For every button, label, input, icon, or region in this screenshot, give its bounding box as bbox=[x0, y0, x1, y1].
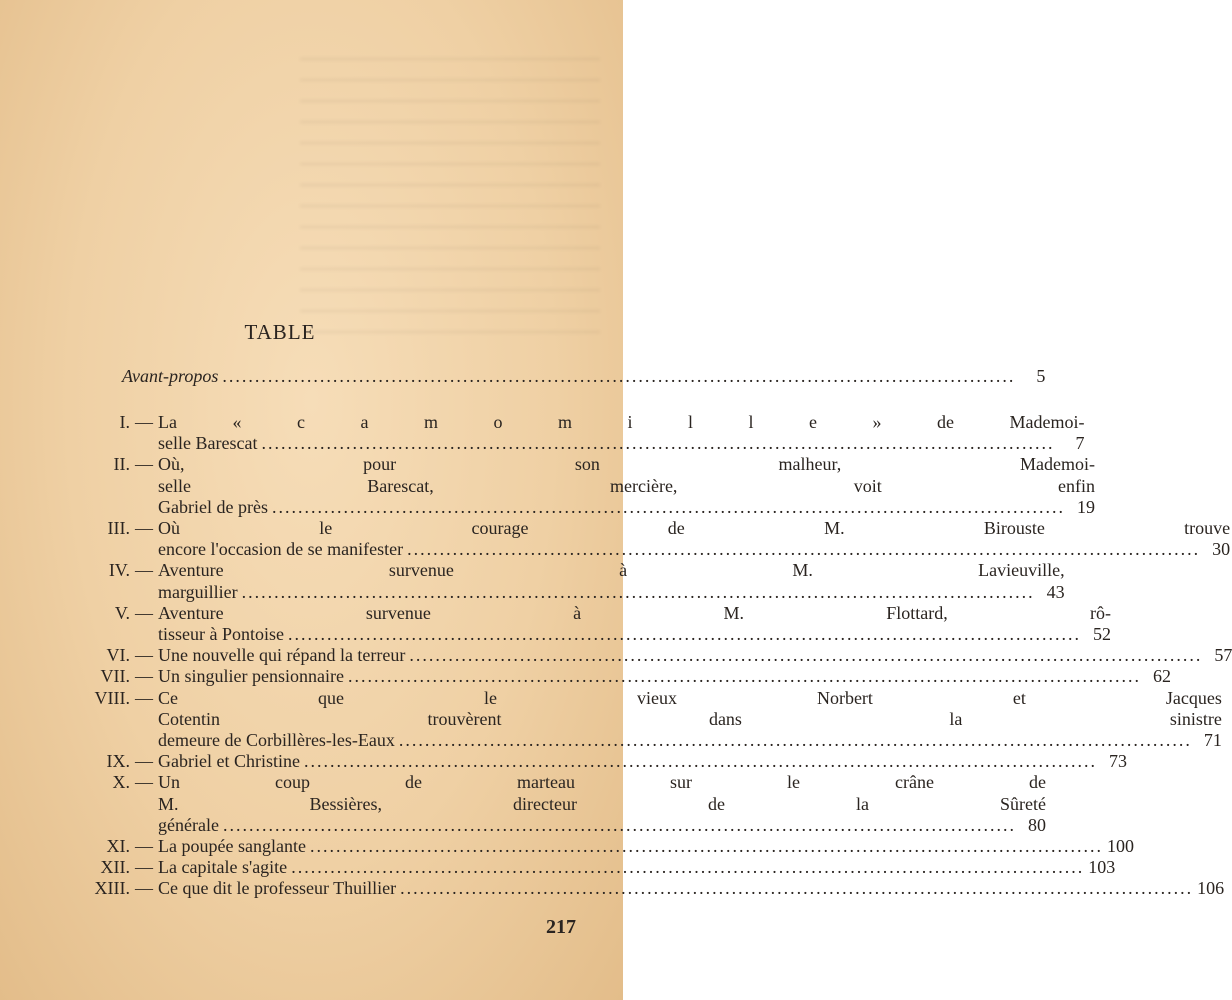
chapter-page: 19 bbox=[1076, 496, 1095, 517]
chapter-dash: — bbox=[135, 666, 153, 687]
toc-entry bbox=[60, 645, 1232, 666]
chapter-title-text: Aventure survenue à M. Flottard, rô- bbox=[158, 602, 1111, 623]
chapter-title-line bbox=[158, 794, 1046, 815]
chapter-page: 100 bbox=[1106, 836, 1134, 857]
dot-leader bbox=[407, 539, 1200, 560]
chapter-title bbox=[158, 645, 1232, 666]
toc-entry bbox=[60, 772, 1046, 836]
foreword-page: 5 bbox=[1036, 366, 1046, 386]
chapter-title-text: Une nouvelle qui répand la terreur bbox=[158, 645, 406, 666]
toc-foreword bbox=[122, 366, 1046, 387]
chapter-dash: — bbox=[135, 772, 153, 793]
foreword-label: Avant-propos bbox=[122, 366, 219, 386]
chapter-title-text: La capitale s'agite bbox=[158, 857, 288, 878]
chapter-dash: — bbox=[135, 518, 153, 539]
chapter-title-line bbox=[158, 709, 1222, 730]
chapter-title-line bbox=[158, 624, 1111, 645]
chapter-page: 103 bbox=[1088, 857, 1116, 878]
toc-entry bbox=[60, 836, 1134, 857]
dot-leader bbox=[348, 666, 1141, 687]
chapter-dash: — bbox=[135, 751, 153, 772]
chapter-title-line bbox=[158, 433, 1084, 454]
toc-entry bbox=[60, 602, 1111, 645]
chapter-title bbox=[158, 878, 1224, 899]
chapter-page: 52 bbox=[1093, 624, 1111, 645]
dot-leader bbox=[304, 751, 1097, 772]
chapter-title-text: La poupée sanglante bbox=[158, 836, 306, 857]
chapter-title-text: demeure de Corbillères-les-Eaux bbox=[158, 730, 395, 751]
dot-leader bbox=[272, 497, 1065, 518]
chapter-title-line bbox=[158, 539, 1230, 560]
chapter-title-text: Où le courage de M. Birouste trouve bbox=[158, 518, 1231, 539]
chapter-title-text: Aventure survenue à M. Lavieuville, bbox=[158, 560, 1065, 581]
chapter-title bbox=[158, 412, 1084, 454]
chapter-title-line bbox=[158, 476, 1095, 497]
toc-entry bbox=[60, 412, 1085, 454]
dot-leader bbox=[291, 857, 1084, 878]
chapter-dash: — bbox=[135, 412, 153, 432]
chapter-title-text: tisseur à Pontoise bbox=[158, 624, 284, 645]
chapter-number: II. bbox=[113, 454, 130, 475]
chapter-number: I. bbox=[119, 412, 130, 432]
dot-leader bbox=[223, 815, 1016, 836]
chapter-title-text: générale bbox=[158, 814, 219, 835]
chapter-page: 43 bbox=[1046, 581, 1065, 602]
chapter-title bbox=[158, 836, 1134, 857]
chapter-title bbox=[158, 518, 1230, 560]
dot-leader bbox=[409, 645, 1202, 666]
dot-leader bbox=[288, 624, 1081, 645]
chapter-title bbox=[158, 751, 1127, 772]
toc-entry bbox=[60, 878, 1225, 899]
toc-entry bbox=[60, 518, 1231, 560]
chapter-title-text: Ce que le vieux Norbert et Jacques bbox=[158, 687, 1222, 708]
chapter-number: VI. bbox=[106, 645, 130, 666]
chapter-title-text: Gabriel de près bbox=[158, 496, 268, 517]
chapter-title bbox=[158, 772, 1046, 836]
chapter-page: 106 bbox=[1197, 878, 1225, 899]
chapter-number: III. bbox=[107, 518, 130, 539]
dot-leader bbox=[242, 582, 1035, 603]
toc-entry bbox=[60, 751, 1127, 772]
chapter-title-text: La « c a m o m i l l e » de Mademoi- bbox=[158, 412, 1085, 432]
chapter-title-text: Un coup de marteau sur le crâne de bbox=[158, 772, 1046, 793]
chapter-title-line bbox=[158, 666, 1171, 687]
dot-leader bbox=[400, 878, 1193, 899]
chapter-number: X. bbox=[112, 772, 130, 793]
page-title: TABLE bbox=[244, 320, 316, 344]
toc-entry bbox=[60, 454, 1095, 518]
chapter-number: IX. bbox=[106, 751, 130, 772]
dot-leader bbox=[222, 366, 1015, 387]
dot-leader bbox=[310, 836, 1103, 857]
chapter-title-line bbox=[158, 730, 1222, 751]
chapter-number: XIII. bbox=[94, 878, 130, 899]
toc-entry bbox=[60, 687, 1222, 752]
chapter-dash: — bbox=[135, 836, 153, 857]
chapter-dash: — bbox=[135, 602, 153, 623]
toc-entry bbox=[60, 560, 1065, 602]
chapter-title-text: selle Barescat bbox=[158, 433, 258, 454]
chapter-number: VII. bbox=[100, 666, 130, 687]
chapter-title-line bbox=[158, 603, 1111, 624]
toc-entry bbox=[60, 666, 1171, 687]
table-of-contents bbox=[60, 412, 1232, 900]
dot-leader bbox=[261, 433, 1054, 454]
chapter-number: XII. bbox=[100, 857, 130, 878]
chapter-title-line bbox=[158, 836, 1134, 857]
chapter-title-text: marguillier bbox=[158, 581, 238, 602]
chapter-dash: — bbox=[135, 454, 153, 475]
chapter-title bbox=[158, 688, 1222, 752]
chapter-title bbox=[158, 560, 1065, 602]
chapter-page: 80 bbox=[1027, 814, 1046, 835]
chapter-title-text: M. Bessières, directeur de la Sûreté bbox=[158, 793, 1046, 814]
chapter-title-line bbox=[158, 454, 1095, 475]
chapter-title-text: Ce que dit le professeur Thuillier bbox=[158, 878, 397, 899]
chapter-title-line bbox=[158, 582, 1065, 603]
toc-entry bbox=[60, 857, 1116, 878]
chapter-page: 62 bbox=[1152, 666, 1171, 687]
chapter-title-text: Où, pour son malheur, Mademoi- bbox=[158, 454, 1095, 475]
chapter-dash: — bbox=[135, 560, 153, 581]
bleed-through-text bbox=[300, 58, 600, 338]
chapter-title-text: encore l'occasion de se manifester bbox=[158, 539, 404, 560]
chapter-title-line bbox=[158, 518, 1230, 539]
chapter-title-line bbox=[158, 772, 1046, 793]
chapter-title-line bbox=[158, 497, 1095, 518]
page-number: 217 bbox=[546, 916, 576, 938]
chapter-title-text: Un singulier pensionnaire bbox=[158, 666, 344, 687]
chapter-title-line bbox=[158, 412, 1084, 433]
chapter-title bbox=[158, 603, 1111, 645]
chapter-title bbox=[158, 666, 1171, 687]
chapter-title-line bbox=[158, 857, 1115, 878]
chapter-number: IV. bbox=[108, 560, 130, 581]
chapter-title bbox=[158, 857, 1115, 878]
chapter-dash: — bbox=[135, 687, 153, 708]
chapter-title-text: Gabriel et Christine bbox=[158, 751, 300, 772]
chapter-title bbox=[158, 454, 1095, 518]
chapter-dash: — bbox=[135, 857, 153, 878]
chapter-dash: — bbox=[135, 878, 153, 899]
chapter-page: 30 bbox=[1212, 539, 1231, 560]
chapter-number: V. bbox=[114, 602, 130, 623]
chapter-title-line bbox=[158, 751, 1127, 772]
chapter-dash: — bbox=[135, 645, 153, 666]
dot-leader bbox=[399, 730, 1192, 751]
chapter-page: 73 bbox=[1108, 751, 1127, 772]
chapter-title-line bbox=[158, 688, 1222, 709]
chapter-title-line bbox=[158, 560, 1065, 581]
chapter-page: 71 bbox=[1203, 730, 1222, 751]
chapter-page: 57 bbox=[1214, 645, 1232, 666]
chapter-number: XI. bbox=[106, 836, 130, 857]
chapter-title-line bbox=[158, 815, 1046, 836]
chapter-page: 7 bbox=[1075, 433, 1085, 454]
chapter-title-line bbox=[158, 645, 1232, 666]
chapter-title-text: selle Barescat, mercière, voit enfin bbox=[158, 475, 1095, 496]
chapter-title-line bbox=[158, 878, 1224, 899]
chapter-title-text: Cotentin trouvèrent dans la sinistre bbox=[158, 708, 1222, 729]
chapter-number: VIII. bbox=[94, 687, 130, 708]
